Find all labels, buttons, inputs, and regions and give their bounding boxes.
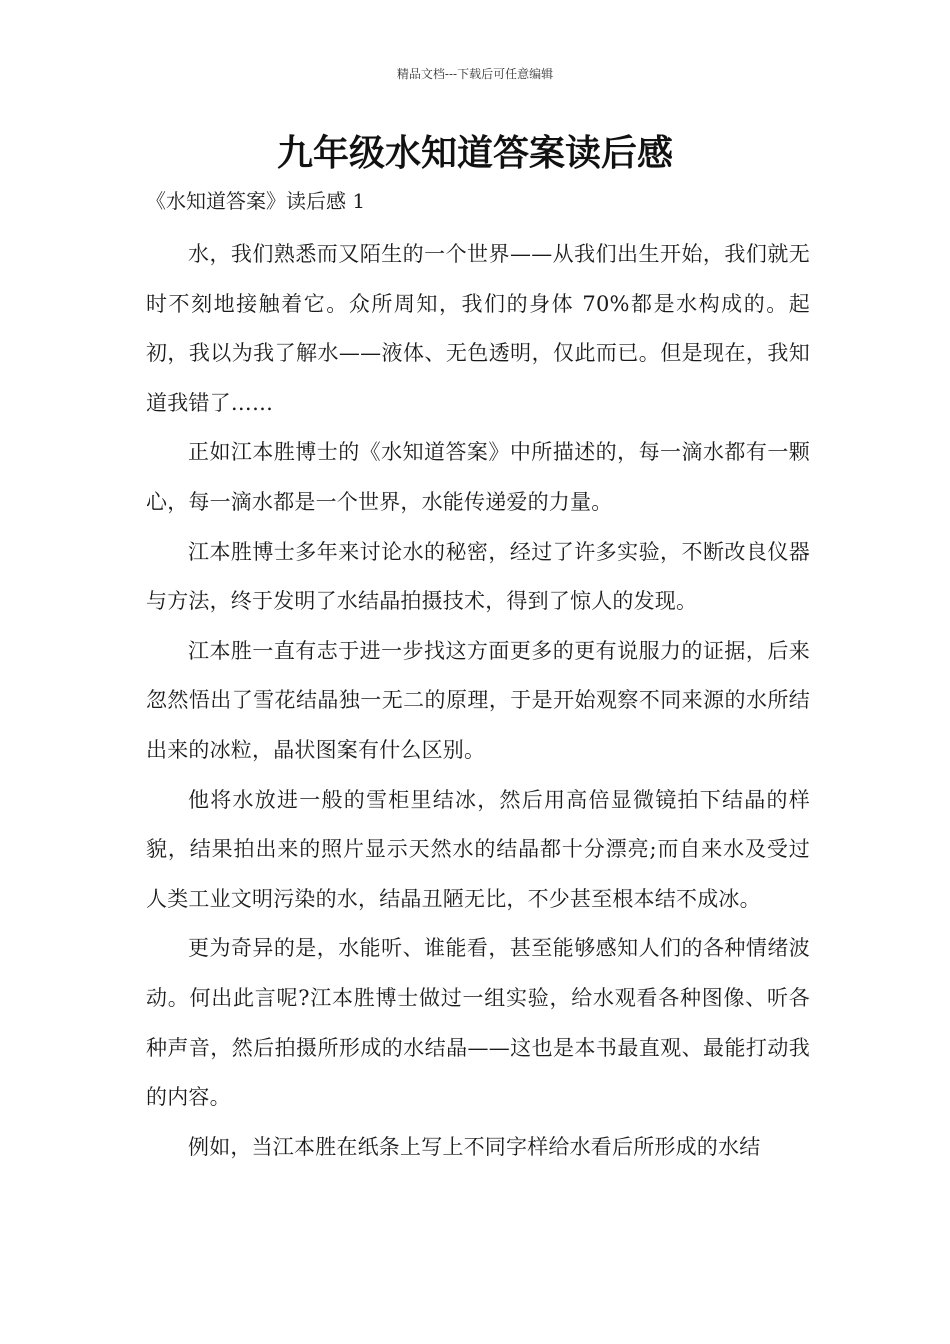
paragraph: 水，我们熟悉而又陌生的一个世界——从我们出生开始，我们就无时不刻地接触着它。众所周知，我们的身体 70%都是水构成的。起初，我以为我了解水——液体、无色透明，仅此而已。但是现在，我知道我错了…… bbox=[146, 242, 810, 415]
paragraph: 江本胜一直有志于进一步找这方面更多的更有说服力的证据，后来忽然悟出了雪花结晶独一无二的原理，于是开始观察不同来源的水所结出来的冰粒，晶状图案有什么区别。 bbox=[146, 638, 810, 762]
document-subtitle: 《水知道答案》读后感 1 bbox=[146, 189, 366, 213]
document-body bbox=[146, 230, 810, 1172]
paragraph: 江本胜博士多年来讨论水的秘密，经过了许多实验，不断改良仪器与方法，终于发明了水结晶拍摄技术，得到了惊人的发现。 bbox=[146, 539, 810, 614]
paragraph: 更为奇异的是，水能听、谁能看，甚至能够感知人们的各种情绪波动。何出此言呢?江本胜博士做过一组实验，给水观看各种图像、听各种声音，然后拍摄所形成的水结晶——这也是本书最直观、最能打动我的内容。 bbox=[146, 936, 810, 1110]
paragraph: 正如江本胜博士的《水知道答案》中所描述的，每一滴水都有一颗心，每一滴水都是一个世界，水能传递爱的力量。 bbox=[146, 440, 810, 514]
paragraph: 例如，当江本胜在纸条上写上不同字样给水看后所形成的水结 bbox=[188, 1134, 761, 1159]
document-title: 九年级水知道答案读后感 bbox=[276, 132, 673, 174]
header-note: 精品文档---下载后可任意编辑 bbox=[396, 67, 554, 81]
paragraph: 他将水放进一般的雪柜里结冰，然后用高倍显微镜拍下结晶的样貌，结果拍出来的照片显示天然水的结晶都十分漂亮;而自来水及受过人类工业文明污染的水，结晶丑陋无比，不少甚至根本结不成冰。 bbox=[146, 787, 810, 911]
